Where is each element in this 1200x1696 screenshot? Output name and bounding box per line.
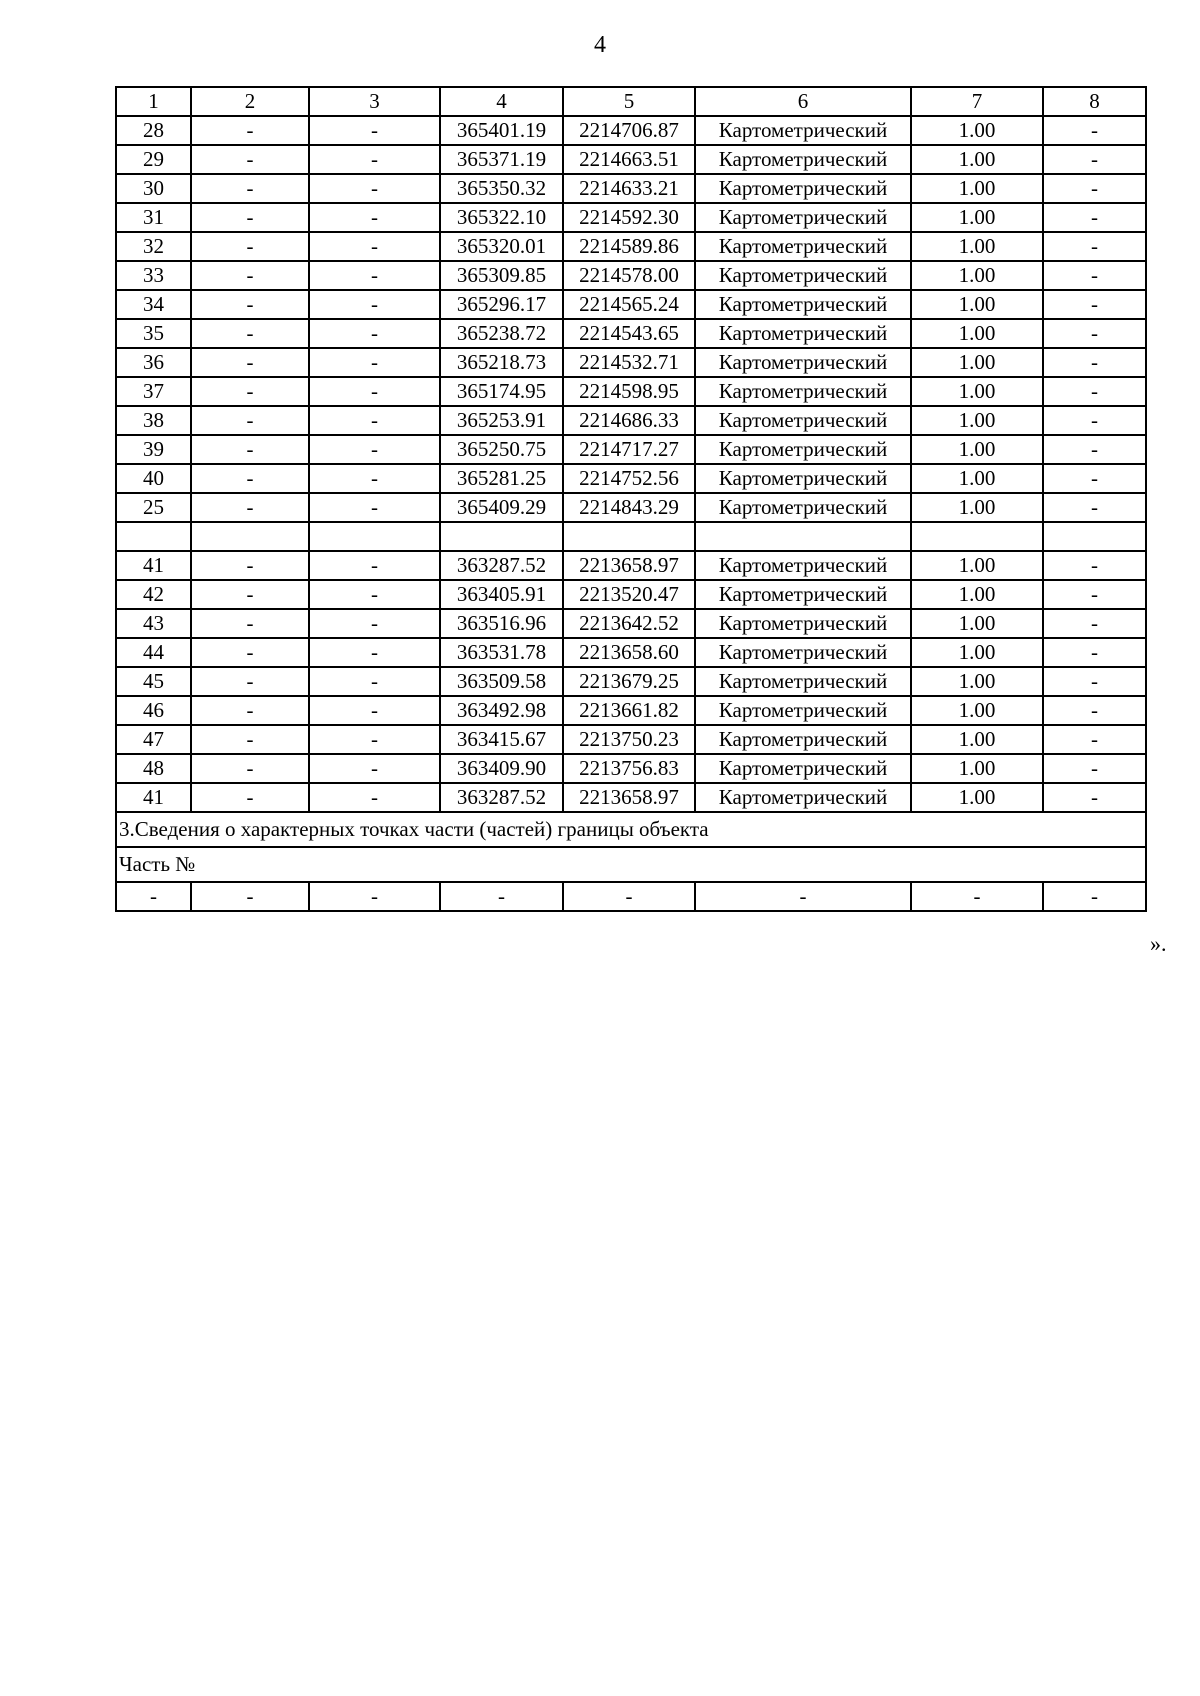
col-2-cell: - (191, 882, 309, 911)
point-number-cell: 25 (116, 493, 191, 522)
col-3-cell: - (309, 551, 440, 580)
x-coordinate-cell: 363516.96 (440, 609, 563, 638)
col-2-cell: - (191, 261, 309, 290)
accuracy-cell: - (911, 882, 1043, 911)
col-3-cell: - (309, 435, 440, 464)
point-number-cell: 32 (116, 232, 191, 261)
accuracy-cell: 1.00 (911, 406, 1043, 435)
col-2-cell: - (191, 203, 309, 232)
col-3-cell: - (309, 232, 440, 261)
method-cell: Картометрический (695, 290, 911, 319)
col-3-cell: - (309, 580, 440, 609)
col-8-cell: 8 (1043, 87, 1146, 116)
col-3-cell: - (309, 667, 440, 696)
method-cell: Картометрический (695, 609, 911, 638)
table-row (116, 145, 1146, 174)
point-number-cell: 42 (116, 580, 191, 609)
method-cell: Картометрический (695, 116, 911, 145)
table-row (116, 754, 1146, 783)
header-row (116, 87, 1146, 116)
col-8-cell: - (1043, 232, 1146, 261)
section-title-row-text: 3.Сведения о характерных точках части (частей) границы объекта (116, 812, 1146, 847)
col-2-cell: - (191, 551, 309, 580)
col-2-cell: - (191, 232, 309, 261)
col-2-cell: 2 (191, 87, 309, 116)
x-coordinate-cell: 363509.58 (440, 667, 563, 696)
point-number-cell: - (116, 882, 191, 911)
x-coordinate-cell: 363531.78 (440, 638, 563, 667)
col-2-cell: - (191, 406, 309, 435)
col-2-cell: - (191, 667, 309, 696)
method-cell: Картометрический (695, 377, 911, 406)
y-coordinate-cell: 2214589.86 (563, 232, 695, 261)
col-2-cell: - (191, 783, 309, 812)
y-coordinate-cell: 2214578.00 (563, 261, 695, 290)
x-coordinate-cell: 365250.75 (440, 435, 563, 464)
y-coordinate-cell: 2213750.23 (563, 725, 695, 754)
col-3-cell: - (309, 493, 440, 522)
col-2-cell: - (191, 319, 309, 348)
point-number-cell: 34 (116, 290, 191, 319)
col-2-cell: - (191, 145, 309, 174)
y-coordinate-cell: 2214598.95 (563, 377, 695, 406)
accuracy-cell: 1.00 (911, 174, 1043, 203)
col-8-cell: - (1043, 406, 1146, 435)
accuracy-cell: 1.00 (911, 493, 1043, 522)
col-8-cell: - (1043, 261, 1146, 290)
y-coordinate-cell: 2213658.97 (563, 551, 695, 580)
table-row (116, 638, 1146, 667)
x-coordinate-cell: 365322.10 (440, 203, 563, 232)
table-row (116, 203, 1146, 232)
method-cell: Картометрический (695, 319, 911, 348)
accuracy-cell: 1.00 (911, 551, 1043, 580)
point-number-cell: 28 (116, 116, 191, 145)
method-cell: Картометрический (695, 638, 911, 667)
accuracy-cell: 1.00 (911, 261, 1043, 290)
col-8-cell: - (1043, 882, 1146, 911)
empty-cell (563, 522, 695, 551)
empty-cell (1043, 522, 1146, 551)
point-number-cell: 46 (116, 696, 191, 725)
col-2-cell: - (191, 116, 309, 145)
col-3-cell: - (309, 609, 440, 638)
accuracy-cell: 1.00 (911, 638, 1043, 667)
point-number-cell: 35 (116, 319, 191, 348)
y-coordinate-cell: 2214706.87 (563, 116, 695, 145)
accuracy-cell: 1.00 (911, 435, 1043, 464)
part-label-row-text: Часть № (116, 847, 1146, 882)
x-coordinate-cell: 365238.72 (440, 319, 563, 348)
x-coordinate-cell: 365253.91 (440, 406, 563, 435)
col-3-cell: - (309, 882, 440, 911)
y-coordinate-cell: 2213658.60 (563, 638, 695, 667)
table-row (116, 464, 1146, 493)
col-8-cell: - (1043, 377, 1146, 406)
col-3-cell: - (309, 348, 440, 377)
y-coordinate-cell: 2213661.82 (563, 696, 695, 725)
table-row (116, 725, 1146, 754)
col-2-cell: - (191, 580, 309, 609)
table-row (116, 406, 1146, 435)
col-2-cell: - (191, 377, 309, 406)
accuracy-cell: 1.00 (911, 696, 1043, 725)
closing-quote: ». (1150, 931, 1167, 956)
col-2-cell: - (191, 348, 309, 377)
x-coordinate-cell: - (440, 882, 563, 911)
accuracy-cell: 1.00 (911, 464, 1043, 493)
method-cell: Картометрический (695, 580, 911, 609)
empty-cell (440, 522, 563, 551)
col-2-cell: - (191, 174, 309, 203)
table-row (116, 261, 1146, 290)
col-3-cell: - (309, 261, 440, 290)
method-cell: Картометрический (695, 406, 911, 435)
point-number-cell: 36 (116, 348, 191, 377)
point-number-cell: 40 (116, 464, 191, 493)
col-3-cell: 3 (309, 87, 440, 116)
x-coordinate-cell: 363287.52 (440, 783, 563, 812)
x-coordinate-cell: 365320.01 (440, 232, 563, 261)
point-number-cell: 44 (116, 638, 191, 667)
accuracy-cell: 1.00 (911, 116, 1043, 145)
col-8-cell: - (1043, 580, 1146, 609)
col-2-cell: - (191, 725, 309, 754)
col-3-cell: - (309, 319, 440, 348)
accuracy-cell: 1.00 (911, 609, 1043, 638)
accuracy-cell: 1.00 (911, 667, 1043, 696)
x-coordinate-cell: 365350.32 (440, 174, 563, 203)
x-coordinate-cell: 365371.19 (440, 145, 563, 174)
point-number-cell: 1 (116, 87, 191, 116)
point-number-cell: 41 (116, 783, 191, 812)
part-label-row (116, 847, 1146, 882)
table-row (116, 319, 1146, 348)
table-row (116, 232, 1146, 261)
table-row (116, 174, 1146, 203)
accuracy-cell: 1.00 (911, 145, 1043, 174)
accuracy-cell: 1.00 (911, 348, 1043, 377)
page-number: 4 (594, 32, 606, 58)
table-row (116, 377, 1146, 406)
col-3-cell: - (309, 725, 440, 754)
point-number-cell: 31 (116, 203, 191, 232)
col-3-cell: - (309, 145, 440, 174)
col-8-cell: - (1043, 667, 1146, 696)
point-number-cell: 38 (116, 406, 191, 435)
col-3-cell: - (309, 290, 440, 319)
point-number-cell: 47 (116, 725, 191, 754)
y-coordinate-cell: 2214633.21 (563, 174, 695, 203)
empty-cell (911, 522, 1043, 551)
accuracy-cell: 1.00 (911, 783, 1043, 812)
col-2-cell: - (191, 290, 309, 319)
col-2-cell: - (191, 435, 309, 464)
accuracy-cell: 1.00 (911, 203, 1043, 232)
method-cell: Картометрический (695, 145, 911, 174)
point-number-cell: 48 (116, 754, 191, 783)
method-cell: Картометрический (695, 551, 911, 580)
method-cell: Картометрический (695, 174, 911, 203)
coordinates-table (115, 86, 1147, 912)
col-3-cell: - (309, 638, 440, 667)
method-cell: Картометрический (695, 232, 911, 261)
col-3-cell: - (309, 203, 440, 232)
col-3-cell: - (309, 174, 440, 203)
point-number-cell: 45 (116, 667, 191, 696)
table-row (116, 493, 1146, 522)
col-8-cell: - (1043, 174, 1146, 203)
accuracy-cell: 1.00 (911, 580, 1043, 609)
method-cell: Картометрический (695, 348, 911, 377)
col-3-cell: - (309, 406, 440, 435)
accuracy-cell: 1.00 (911, 290, 1043, 319)
method-cell: Картометрический (695, 725, 911, 754)
point-number-cell: 33 (116, 261, 191, 290)
col-2-cell: - (191, 754, 309, 783)
empty-cell (191, 522, 309, 551)
y-coordinate-cell: 2213642.52 (563, 609, 695, 638)
col-8-cell: - (1043, 638, 1146, 667)
col-8-cell: - (1043, 116, 1146, 145)
point-number-cell: 37 (116, 377, 191, 406)
table-row (116, 783, 1146, 812)
col-8-cell: - (1043, 551, 1146, 580)
empty-cell (116, 522, 191, 551)
col-2-cell: - (191, 609, 309, 638)
method-cell: Картометрический (695, 754, 911, 783)
point-number-cell: 30 (116, 174, 191, 203)
col-3-cell: - (309, 377, 440, 406)
x-coordinate-cell: 363492.98 (440, 696, 563, 725)
x-coordinate-cell: 363405.91 (440, 580, 563, 609)
table-row (116, 609, 1146, 638)
x-coordinate-cell: 363287.52 (440, 551, 563, 580)
col-8-cell: - (1043, 203, 1146, 232)
point-number-cell: 39 (116, 435, 191, 464)
method-cell: Картометрический (695, 435, 911, 464)
empty-cell (309, 522, 440, 551)
col-8-cell: - (1043, 319, 1146, 348)
accuracy-cell: 1.00 (911, 754, 1043, 783)
table-row (116, 290, 1146, 319)
empty-separator-row (116, 522, 1146, 551)
accuracy-cell: 1.00 (911, 232, 1043, 261)
y-coordinate-cell: 2214592.30 (563, 203, 695, 232)
x-coordinate-cell: 363409.90 (440, 754, 563, 783)
table-row (116, 435, 1146, 464)
y-coordinate-cell: - (563, 882, 695, 911)
y-coordinate-cell: 2213658.97 (563, 783, 695, 812)
method-cell: 6 (695, 87, 911, 116)
col-8-cell: - (1043, 754, 1146, 783)
method-cell: Картометрический (695, 203, 911, 232)
method-cell: Картометрический (695, 464, 911, 493)
y-coordinate-cell: 2214532.71 (563, 348, 695, 377)
table-row (116, 551, 1146, 580)
x-coordinate-cell: 365174.95 (440, 377, 563, 406)
x-coordinate-cell: 365409.29 (440, 493, 563, 522)
col-2-cell: - (191, 464, 309, 493)
accuracy-cell: 1.00 (911, 377, 1043, 406)
col-3-cell: - (309, 464, 440, 493)
x-coordinate-cell: 365281.25 (440, 464, 563, 493)
col-8-cell: - (1043, 435, 1146, 464)
y-coordinate-cell: 2214752.56 (563, 464, 695, 493)
accuracy-cell: 1.00 (911, 725, 1043, 754)
x-coordinate-cell: 365218.73 (440, 348, 563, 377)
col-3-cell: - (309, 754, 440, 783)
y-coordinate-cell: 2214843.29 (563, 493, 695, 522)
col-8-cell: - (1043, 783, 1146, 812)
y-coordinate-cell: 2214686.33 (563, 406, 695, 435)
col-8-cell: - (1043, 464, 1146, 493)
col-3-cell: - (309, 116, 440, 145)
col-2-cell: - (191, 696, 309, 725)
part-points-row (116, 882, 1146, 911)
y-coordinate-cell: 2213520.47 (563, 580, 695, 609)
table-row (116, 116, 1146, 145)
method-cell: - (695, 882, 911, 911)
method-cell: Картометрический (695, 261, 911, 290)
col-8-cell: - (1043, 493, 1146, 522)
method-cell: Картометрический (695, 783, 911, 812)
y-coordinate-cell: 2214543.65 (563, 319, 695, 348)
y-coordinate-cell: 5 (563, 87, 695, 116)
point-number-cell: 29 (116, 145, 191, 174)
col-8-cell: - (1043, 348, 1146, 377)
point-number-cell: 43 (116, 609, 191, 638)
y-coordinate-cell: 2214565.24 (563, 290, 695, 319)
col-8-cell: - (1043, 609, 1146, 638)
x-coordinate-cell: 365296.17 (440, 290, 563, 319)
x-coordinate-cell: 4 (440, 87, 563, 116)
method-cell: Картометрический (695, 493, 911, 522)
y-coordinate-cell: 2214717.27 (563, 435, 695, 464)
y-coordinate-cell: 2213679.25 (563, 667, 695, 696)
col-8-cell: - (1043, 696, 1146, 725)
col-2-cell: - (191, 493, 309, 522)
method-cell: Картометрический (695, 667, 911, 696)
empty-cell (695, 522, 911, 551)
table-row (116, 696, 1146, 725)
section-title-row (116, 812, 1146, 847)
table-row (116, 348, 1146, 377)
col-2-cell: - (191, 638, 309, 667)
col-8-cell: - (1043, 725, 1146, 754)
col-8-cell: - (1043, 145, 1146, 174)
x-coordinate-cell: 363415.67 (440, 725, 563, 754)
col-3-cell: - (309, 696, 440, 725)
col-3-cell: - (309, 783, 440, 812)
x-coordinate-cell: 365309.85 (440, 261, 563, 290)
method-cell: Картометрический (695, 696, 911, 725)
accuracy-cell: 7 (911, 87, 1043, 116)
x-coordinate-cell: 365401.19 (440, 116, 563, 145)
col-8-cell: - (1043, 290, 1146, 319)
y-coordinate-cell: 2213756.83 (563, 754, 695, 783)
accuracy-cell: 1.00 (911, 319, 1043, 348)
y-coordinate-cell: 2214663.51 (563, 145, 695, 174)
table-row (116, 667, 1146, 696)
table-row (116, 580, 1146, 609)
point-number-cell: 41 (116, 551, 191, 580)
